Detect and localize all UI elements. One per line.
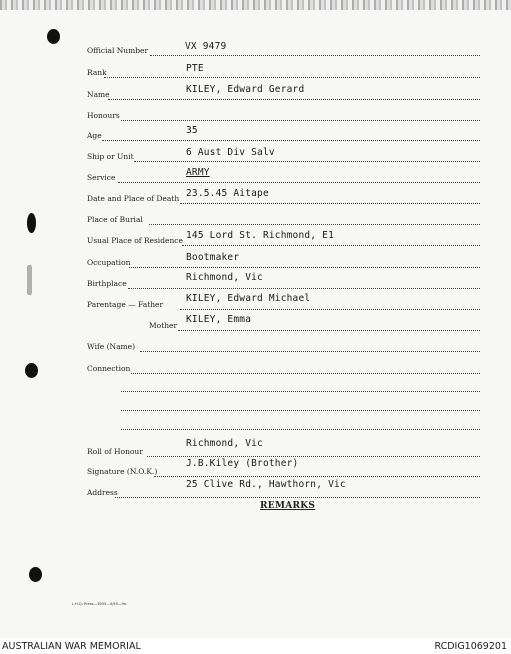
- date-place-death-line: [180, 203, 480, 204]
- wife-label: Wife (Name): [87, 342, 136, 351]
- address-label: Address: [87, 488, 118, 497]
- mother-label: Mother: [149, 321, 178, 330]
- name-value: KILEY, Edward Gerard: [186, 84, 305, 95]
- punch-hole-top: [47, 29, 60, 44]
- mother-value: KILEY, Emma: [186, 314, 252, 325]
- scan-smear: [27, 265, 32, 295]
- service-line: [118, 182, 480, 183]
- printer-mark: L.H.Q. Press—3635—4/45—fm.: [72, 602, 128, 606]
- connection-line-2: [121, 391, 480, 392]
- age-label: Age: [87, 131, 102, 140]
- roll-of-honour-line: [147, 456, 480, 457]
- birthplace-line: [128, 288, 480, 289]
- archive-name: AUSTRALIAN WAR MEMORIAL: [2, 641, 141, 652]
- signature-line: [154, 476, 480, 477]
- ship-or-unit-label: Ship or Unit: [87, 152, 134, 161]
- address-value: 25 Clive Rd., Hawthorn, Vic: [186, 479, 346, 490]
- birthplace-value: Richmond, Vic: [186, 272, 263, 283]
- remarks-heading: REMARKS: [260, 501, 316, 511]
- address-line: [115, 497, 480, 498]
- place-of-burial-line: [149, 224, 480, 225]
- occupation-line: [129, 267, 480, 268]
- name-label: Name: [87, 90, 110, 99]
- date-place-death-label: Date and Place of Death: [87, 194, 180, 203]
- connection-label: Connection: [87, 364, 131, 373]
- rank-label: Rank: [87, 68, 107, 77]
- signature-label: Signature (N.O.K.): [87, 467, 158, 476]
- ship-or-unit-line: [134, 161, 480, 162]
- wife-line: [140, 351, 480, 352]
- name-line: [108, 99, 480, 100]
- father-label: Parentage — Father: [87, 300, 164, 309]
- place-of-burial-label: Place of Burial: [87, 215, 143, 224]
- official-number-value: VX 9479: [185, 41, 227, 52]
- father-value: KILEY, Edward Michael: [186, 293, 311, 304]
- residence-label: Usual Place of Residence: [87, 236, 183, 245]
- roll-of-honour-value: Richmond, Vic: [186, 438, 263, 449]
- age-value: 35: [186, 125, 198, 136]
- punch-hole-lower-mid: [25, 363, 38, 378]
- mother-line: [178, 330, 480, 331]
- roll-of-honour-label: Roll of Honour: [87, 447, 143, 456]
- honours-label: Honours: [87, 111, 120, 120]
- connection-line-3: [121, 410, 480, 411]
- residence-value: 145 Lord St. Richmond, E1: [186, 230, 334, 241]
- connection-line-4: [121, 429, 480, 430]
- residence-line: [182, 245, 480, 246]
- official-number-label: Official Number: [87, 46, 149, 55]
- punch-hole-upper-mid: [27, 213, 36, 233]
- honours-line: [121, 120, 480, 121]
- signature-value: J.B.Kiley (Brother): [186, 458, 299, 469]
- archive-footer: [0, 638, 511, 654]
- service-label: Service: [87, 173, 116, 182]
- date-place-death-value: 23.5.45 Aitape: [186, 188, 269, 199]
- father-line: [180, 309, 480, 310]
- rank-value: PTE: [186, 63, 204, 74]
- official-number-line: [150, 55, 480, 56]
- scan-top-edge: [0, 0, 511, 10]
- ship-or-unit-value: 6 Aust Div Salv: [186, 147, 275, 158]
- occupation-value: Bootmaker: [186, 252, 240, 263]
- age-line: [102, 140, 480, 141]
- connection-line-1: [131, 373, 480, 374]
- record-id: RCDIG1069201: [434, 641, 507, 652]
- service-value: ARMY: [186, 167, 210, 178]
- punch-hole-bottom: [29, 567, 42, 582]
- occupation-label: Occupation: [87, 258, 131, 267]
- birthplace-label: Birthplace: [87, 279, 127, 288]
- rank-line: [104, 77, 480, 78]
